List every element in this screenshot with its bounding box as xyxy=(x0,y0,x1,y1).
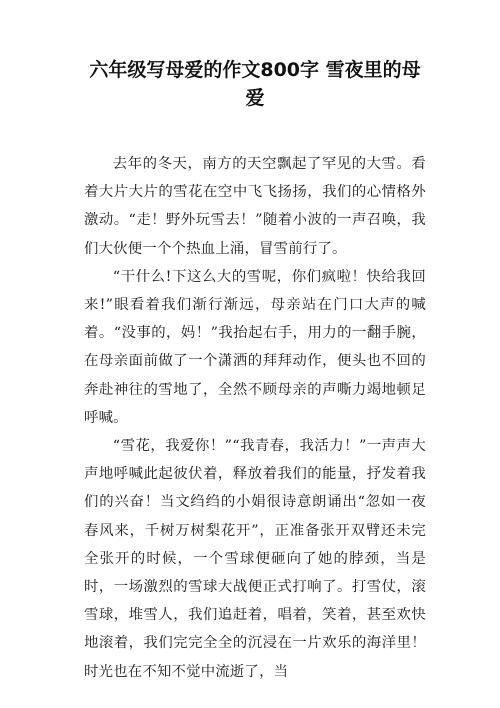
paragraph-1: 去年的冬天，南方的天空飘起了罕见的大雪。看着大片大片的雪花在空中飞飞扬扬，我们的心情格外激动。“走！野外玩雪去！”随着小波的一声召唤，我们大伙便一个个热血上涌，冒雪前行了。 xyxy=(84,156,426,257)
paragraph-2: “干什么!下这么大的雪呢，你们疯啦！快给我回来!”眼看着我们渐行渐远，母亲站在门口大声的喊着。“没事的，妈！”我抬起右手，用力的一翻手腕，在母亲面前做了一个潇洒的拜拜动作，便头也不回的奔赴神往的雪地了，全然不顾母亲的声嘶力竭地顿足呼喊。 xyxy=(84,268,426,426)
document-body xyxy=(84,150,426,686)
paragraph-3: “雪花，我爱你！”“我青春，我活力！”一声声大声地呼喊此起彼伏着，释放着我们的能量，抒发着我们的兴奋！当文绉绉的小娟很诗意朗诵出“忽如一夜春风来，千树万树梨花开”，正准备张开双臂还未完全张开的时候，一个雪球便砸向了她的脖颈，当是时，一场激烈的雪球大战便正式打响了。打雪仗，滚雪球，堆雪人，我们追赶着，唱着，笑着，甚至欢快地滚着，我们完完全全的沉浸在一片欢乐的海洋里！时光也在不知不觉中流逝了，当 xyxy=(84,438,426,680)
document-title: 六年级写母爱的作文800字 雪夜里的母爱 xyxy=(89,59,421,109)
